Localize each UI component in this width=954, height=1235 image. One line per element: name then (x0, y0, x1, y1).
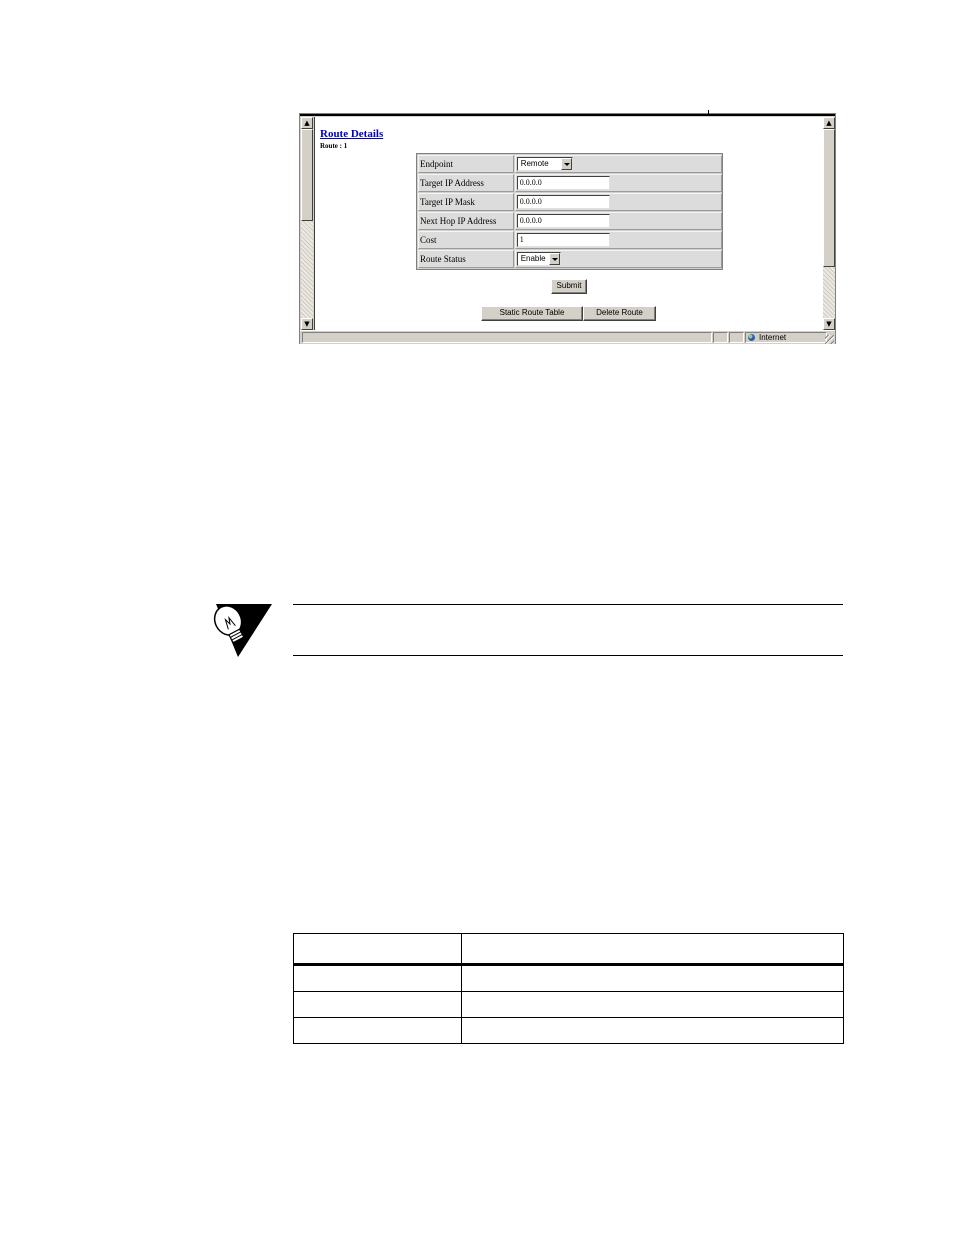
note-rule-top (293, 604, 843, 605)
table-row (418, 155, 722, 173)
table-cell (462, 1018, 844, 1044)
table-header-row (294, 934, 844, 965)
endpoint-label: Endpoint (418, 155, 514, 173)
table-row (294, 1018, 844, 1044)
resize-grip-icon[interactable] (825, 335, 834, 344)
scroll-thumb[interactable] (823, 129, 835, 267)
table-cell (294, 965, 462, 992)
status-bar (300, 330, 835, 344)
table-row (294, 992, 844, 1018)
target-ip-input[interactable]: 0.0.0.0 (517, 176, 610, 190)
route-status-value: Enable (520, 254, 546, 263)
next-hop-label: Next Hop IP Address (418, 212, 514, 230)
table-row (418, 231, 722, 249)
table-header-cell (462, 934, 844, 965)
target-ip-cell (515, 174, 722, 192)
lightbulb-icon (206, 600, 274, 660)
next-hop-input[interactable]: 0.0.0.0 (517, 214, 610, 228)
window-top-tick (708, 110, 709, 116)
scroll-up-arrow-icon[interactable]: ▲ (301, 117, 313, 129)
scroll-thumb[interactable] (301, 129, 313, 221)
cost-cell (515, 231, 722, 249)
browser-window (299, 113, 836, 344)
table-cell (462, 992, 844, 1018)
chevron-down-icon[interactable] (549, 253, 560, 265)
endpoint-value: Remote (520, 159, 549, 168)
table-row (418, 193, 722, 211)
table-header-cell (294, 934, 462, 965)
scroll-down-arrow-icon[interactable]: ▼ (823, 318, 835, 330)
target-mask-input[interactable]: 0.0.0.0 (517, 195, 610, 209)
chevron-down-icon[interactable] (561, 158, 572, 170)
route-status-select[interactable] (517, 252, 561, 266)
submit-button[interactable]: Submit (551, 279, 587, 294)
table-cell (294, 1018, 462, 1044)
delete-route-button[interactable]: Delete Route (583, 306, 656, 321)
route-status-cell (515, 250, 722, 268)
route-status-label: Route Status (418, 250, 514, 268)
page-viewport (314, 117, 823, 330)
globe-icon (748, 334, 755, 341)
table-row (418, 212, 722, 230)
cost-label: Cost (418, 231, 514, 249)
scroll-up-arrow-icon[interactable]: ▲ (823, 117, 835, 129)
table-row (418, 174, 722, 192)
table-cell (294, 992, 462, 1018)
table-row (418, 250, 722, 268)
page-title[interactable]: Route Details (320, 128, 384, 140)
security-zone (745, 332, 827, 343)
status-pane (713, 332, 728, 343)
document-table (293, 933, 844, 1044)
left-frame-scrollbar[interactable] (301, 117, 313, 330)
target-ip-label: Target IP Address (418, 174, 514, 192)
window-top-edge (300, 114, 835, 116)
cost-input[interactable]: 1 (517, 233, 610, 247)
table-cell (462, 965, 844, 992)
static-route-table-button[interactable]: Static Route Table (481, 306, 583, 321)
table-row (294, 965, 844, 992)
endpoint-cell (515, 155, 722, 173)
page-scrollbar[interactable] (823, 117, 835, 330)
scroll-down-arrow-icon[interactable]: ▼ (301, 318, 313, 330)
target-mask-label: Target IP Mask (418, 193, 514, 211)
note-rule-bottom (293, 655, 843, 656)
status-pane (729, 332, 744, 343)
status-text-pane (302, 332, 712, 343)
route-details-table (416, 153, 723, 270)
endpoint-select[interactable] (517, 157, 573, 171)
next-hop-cell (515, 212, 722, 230)
route-subtitle: Route : 1 (320, 142, 348, 150)
zone-label: Internet (759, 333, 787, 342)
target-mask-cell (515, 193, 722, 211)
